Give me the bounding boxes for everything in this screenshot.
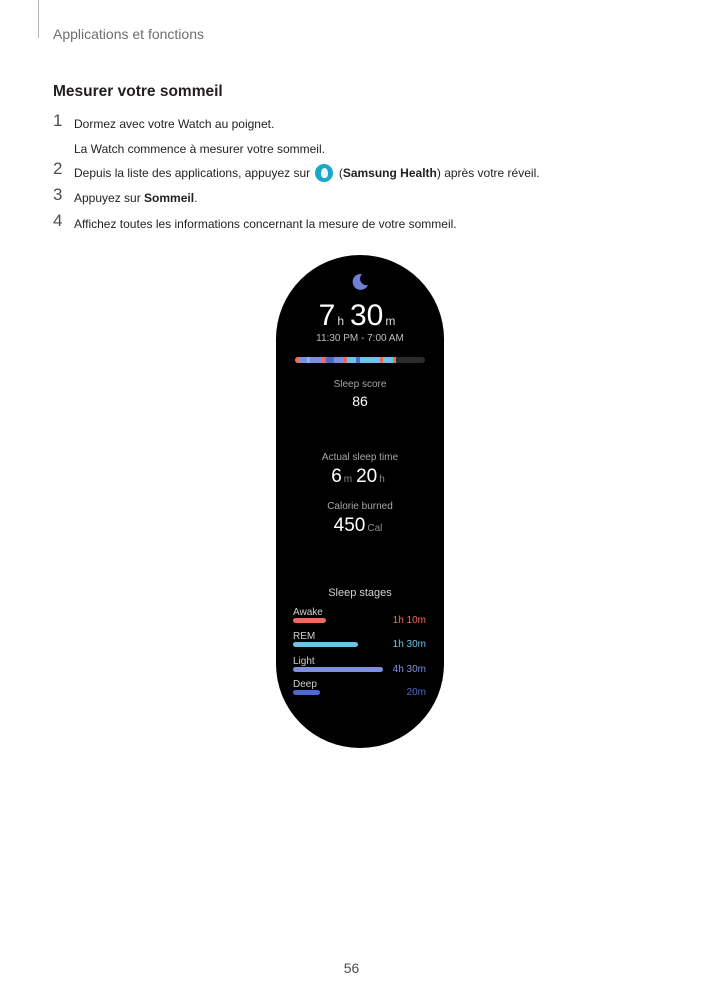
stage-bar — [293, 642, 358, 647]
step-number: 4 — [53, 211, 63, 230]
margin-rule — [38, 0, 39, 38]
sleep-duration: 7 h 30 m — [318, 299, 396, 332]
step-subtext: La Watch commence à mesurer votre sommeil. — [74, 142, 325, 156]
calorie-value: 450 Cal — [333, 515, 383, 536]
stage-row-awake — [293, 607, 426, 629]
stage-bar — [293, 618, 326, 623]
step-4 — [53, 211, 673, 232]
stage-name: Light — [293, 656, 315, 667]
time-range: 11:30 PM - 7:00 AM — [316, 333, 404, 344]
sleep-score-value: 86 — [352, 393, 368, 409]
step-number: 1 — [53, 111, 63, 130]
page-title: Mesurer votre sommeil — [53, 83, 223, 100]
stage-name: Awake — [293, 607, 323, 618]
stage-duration: 1h 30m — [392, 639, 426, 650]
stage-duration: 4h 30m — [392, 664, 426, 675]
steps-list — [53, 111, 673, 232]
step-text: Appuyez sur Sommeil. — [74, 191, 198, 205]
actual-sleep-label: Actual sleep time — [321, 452, 399, 463]
step-3 — [53, 185, 673, 216]
step-2 — [53, 159, 673, 190]
section-header: Applications et fonctions — [53, 26, 204, 42]
stage-bar — [293, 667, 383, 672]
samsung-health-icon — [315, 164, 333, 182]
step-1 — [53, 111, 673, 164]
sleep-stage-bar — [295, 357, 425, 363]
moon-icon — [351, 273, 369, 291]
stage-bar — [293, 690, 320, 695]
calorie-label: Calorie burned — [327, 501, 393, 512]
page-number: 56 — [343, 960, 360, 976]
stage-row-rem — [293, 631, 426, 653]
step-text: Dormez avec votre Watch au poignet. — [74, 117, 275, 131]
stage-row-deep — [293, 679, 426, 701]
app-name: Samsung Health — [342, 166, 437, 180]
sleep-stages-title: Sleep stages — [328, 587, 392, 599]
stage-name: REM — [293, 631, 316, 642]
stage-duration: 1h 10m — [392, 615, 426, 626]
step-text: Affichez toutes les informations concernant la mesure de votre sommeil. — [74, 217, 457, 231]
actual-sleep-value: 6 m 20 h — [331, 466, 385, 487]
stage-duration: 20m — [406, 687, 426, 698]
sleep-score-label: Sleep score — [333, 379, 387, 390]
stage-row-light — [293, 656, 426, 678]
step-text: Depuis la liste des applications, appuyez sur (Samsung Health) après votre réveil. — [74, 166, 540, 180]
step-number: 3 — [53, 185, 63, 204]
step-number: 2 — [53, 159, 63, 178]
menu-name: Sommeil — [144, 191, 195, 205]
stage-name: Deep — [293, 679, 317, 690]
watch-screen[interactable] — [276, 255, 444, 748]
